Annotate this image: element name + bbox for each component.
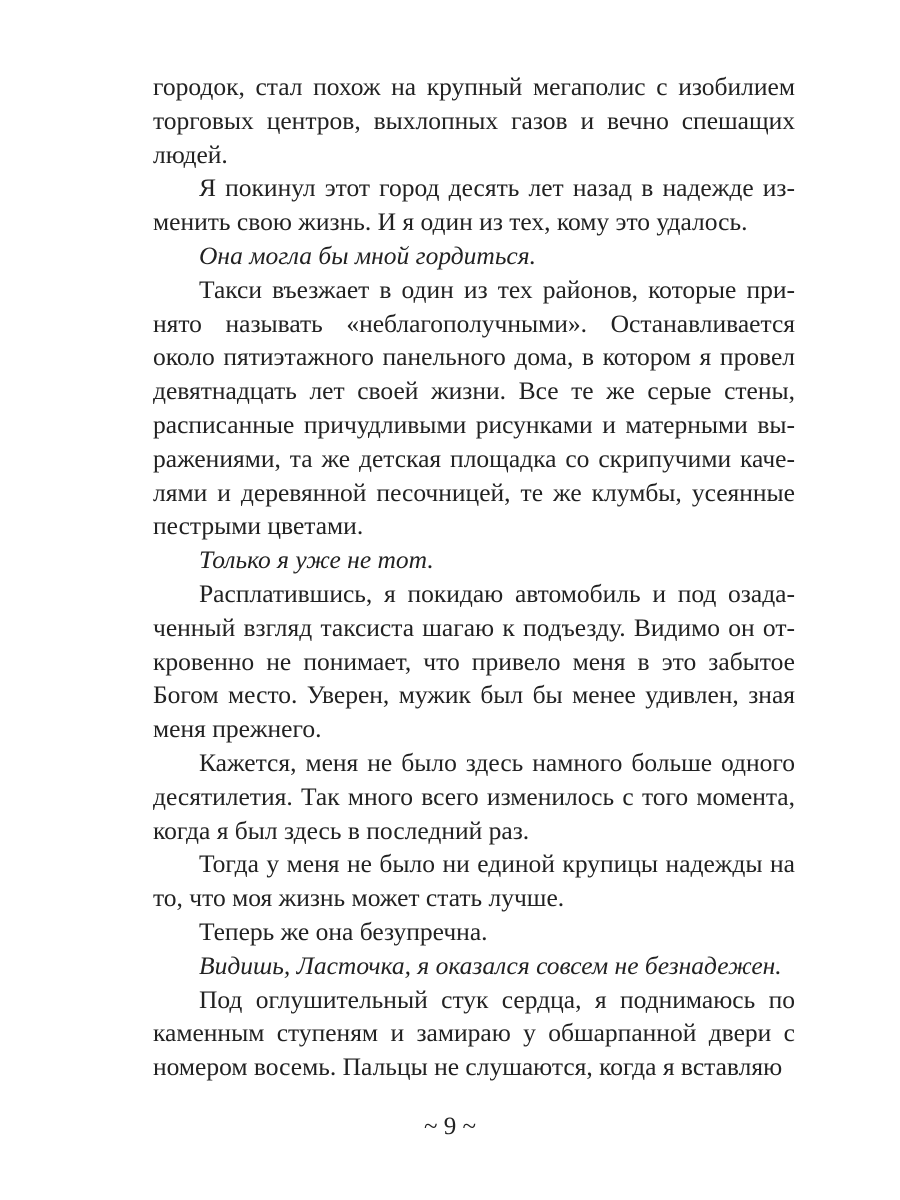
paragraph-7: Кажется, меня не было здесь намного больше одного десятилетия. Так много всего изменилось с того момента, когда я был здесь в последний раз. [153, 747, 795, 845]
paragraph-3-italic: Она могла бы мной гордиться. [199, 240, 536, 270]
paragraph-6: Расплатившись, я покидаю автомобиль и под озадаченный взгляд таксиста шагаю к подъезду. Видимо он откровенно не понимает, что привело меня в это забытое Богом место. Уверен, мужик был бы менее удивлен, зная меня прежнего. [153, 578, 795, 744]
paragraph-11: Под оглушительный стук сердца, я поднимаюсь по каменным ступеням и замираю у обшарпанной двери с номером восемь. Пальцы не слушаются, когда я вставляю [153, 984, 795, 1082]
paragraph-4: Такси въезжает в один из тех районов, которые принято называть «неблагополучными». Останавливается около пятиэтажного панельного дома, в котором я провел девятнадцать лет своей жизни. Все те же серые стены, расписанные причудливыми рисунками и матерными выражениями, та же детская площадка со скрипучими качелями и деревянной песочницей, те же клумбы, усеянные пестрыми цветами. [153, 274, 795, 541]
page-number: ~ 9 ~ [423, 1113, 477, 1140]
paragraph-1: городок, стал похож на крупный мегаполис с изобилием торговых центров, выхлопных газов и вечно спешащих людей. [153, 72, 795, 169]
paragraph-5-italic: Только я уже не тот. [199, 545, 434, 575]
paragraph-9: Теперь же она безупречна. [199, 916, 488, 946]
paragraph-10-italic: Видишь, Ласточка, я оказался совсем не безнадежен. [199, 950, 782, 980]
paragraph-2: Я покинул этот город десять лет назад в надежде изменить свою жизнь. И я один из тех, кому это удалось. [153, 173, 795, 237]
paragraph-8: Тогда у меня не было ни единой крупицы надежды на то, что моя жизнь может стать лучше. [153, 849, 795, 913]
body-text [153, 70, 795, 1084]
